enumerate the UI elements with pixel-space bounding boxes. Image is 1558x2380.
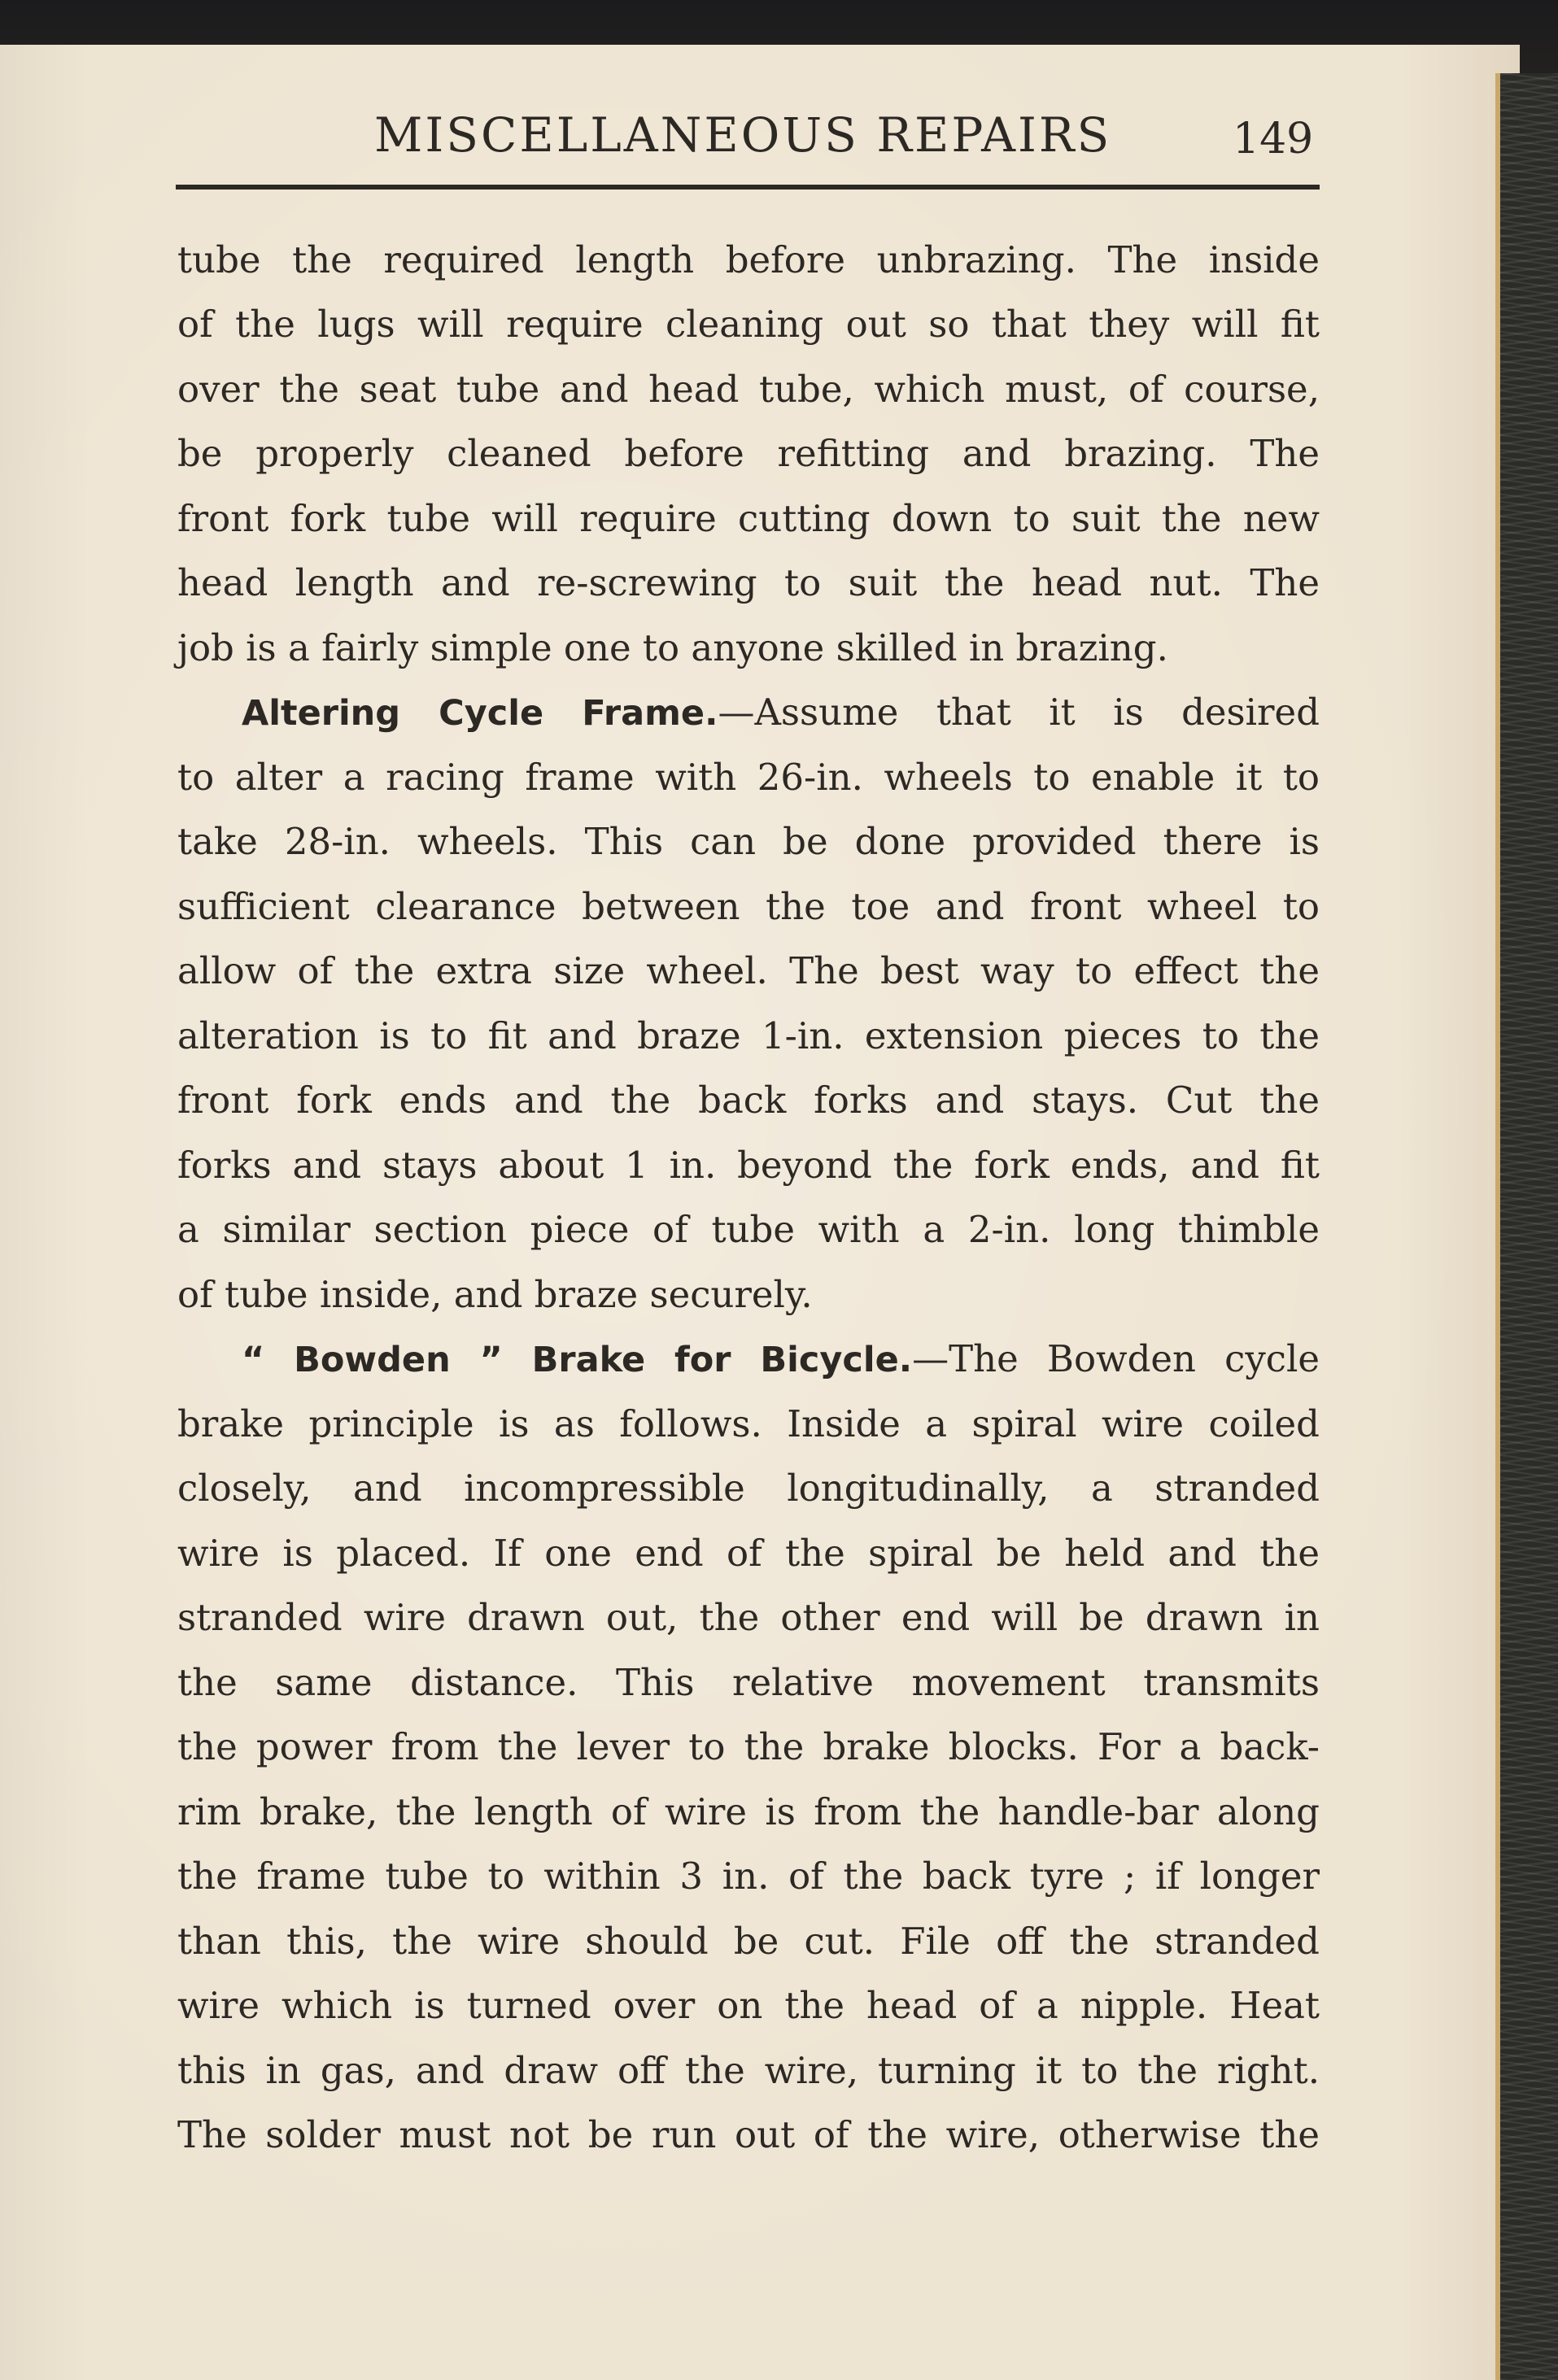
body-line: job is a fairly simple one to anyone skilled in brazing. bbox=[177, 626, 1168, 669]
body-line: alteration is to fit and braze 1-in. extension pieces to the bbox=[177, 1014, 1320, 1057]
body-line: be properly cleaned before refitting and brazing. The bbox=[177, 432, 1320, 475]
body-line: over the seat tube and head tube, which must, of course, bbox=[177, 368, 1320, 411]
running-title: MISCELLANEOUS REPAIRS bbox=[374, 107, 1112, 163]
header-rule bbox=[176, 185, 1320, 190]
body-line: tube the required length before unbrazing. The inside bbox=[177, 238, 1320, 281]
section-lead-text: —Assume that it is desired bbox=[718, 691, 1320, 734]
body-line: the frame tube to within 3 in. of the back tyre ; if longer bbox=[177, 1855, 1320, 1898]
body-line: wire is placed. If one end of the spiral be held and the bbox=[177, 1532, 1320, 1575]
body-line: of tube inside, and braze securely. bbox=[177, 1273, 813, 1316]
body-line: of the lugs will require cleaning out so that they will fit bbox=[177, 303, 1320, 346]
body-line: take 28-in. wheels. This can be done provided there is bbox=[177, 820, 1320, 863]
section-heading-line bbox=[242, 1335, 1320, 1384]
body-line: forks and stays about 1 in. beyond the fork ends, and fit bbox=[177, 1144, 1320, 1187]
body-line: closely, and incompressible longitudinally, a stranded bbox=[177, 1467, 1320, 1510]
body-line: rim brake, the length of wire is from the handle-bar along bbox=[177, 1790, 1320, 1833]
body-line: the power from the lever to the brake blocks. For a back- bbox=[177, 1725, 1320, 1768]
section-heading: “ Bowden ” Brake for Bicycle. bbox=[242, 1340, 913, 1380]
body-line: front fork tube will require cutting down to suit the new bbox=[177, 497, 1320, 540]
body-line: to alter a racing frame with 26-in. wheels to enable it to bbox=[177, 756, 1320, 799]
body-line: a similar section piece of tube with a 2-in. long thimble bbox=[177, 1208, 1320, 1251]
marbled-book-edge bbox=[1495, 73, 1558, 2380]
body-line: front fork ends and the back forks and stays. Cut the bbox=[177, 1079, 1320, 1122]
section-heading: Altering Cycle Frame. bbox=[242, 693, 718, 734]
body-line: sufficient clearance between the toe and front wheel to bbox=[177, 885, 1320, 928]
body-line: The solder must not be run out of the wire, otherwise the bbox=[177, 2113, 1320, 2156]
body-line: brake principle is as follows. Inside a spiral wire coiled bbox=[177, 1402, 1320, 1445]
body-line: this in gas, and draw off the wire, turning it to the right. bbox=[177, 2049, 1320, 2092]
section-heading-line bbox=[242, 688, 1320, 737]
body-line: head length and re-screwing to suit the head nut. The bbox=[177, 561, 1320, 604]
body-line: than this, the wire should be cut. File off the stranded bbox=[177, 1920, 1320, 1963]
body-line: stranded wire drawn out, the other end will be drawn in bbox=[177, 1596, 1320, 1639]
body-line: allow of the extra size wheel. The best way to effect the bbox=[177, 949, 1320, 992]
body-line: wire which is turned over on the head of a nipple. Heat bbox=[177, 1984, 1320, 2027]
body-line: the same distance. This relative movement transmits bbox=[177, 1661, 1320, 1704]
page-number: 149 bbox=[1233, 115, 1314, 163]
section-lead-text: —The Bowden cycle bbox=[912, 1337, 1320, 1380]
